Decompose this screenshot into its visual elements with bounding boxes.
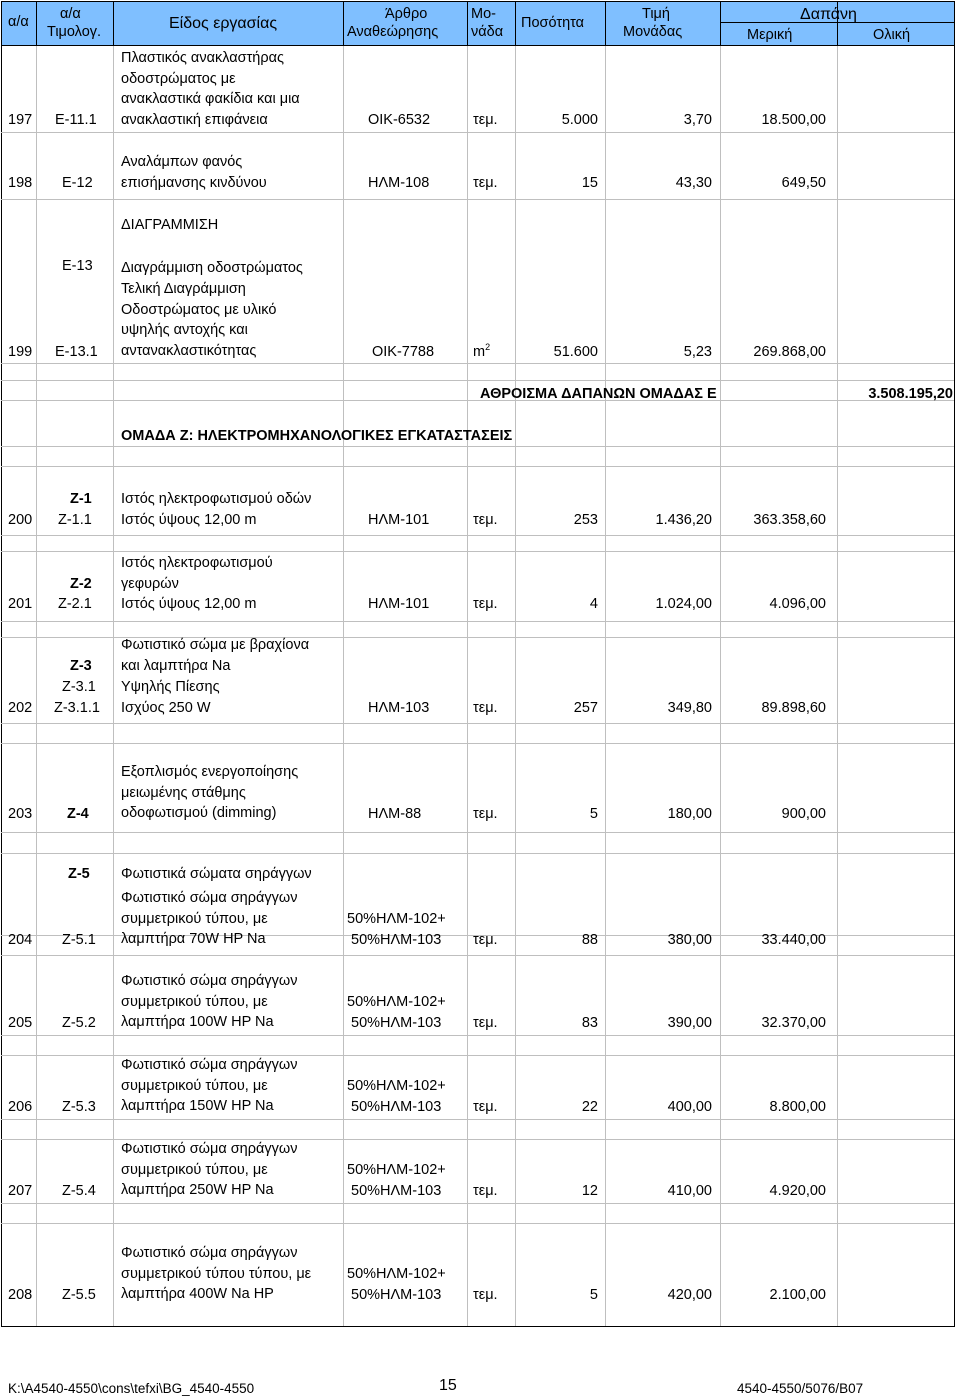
grid-line	[1, 446, 954, 447]
grid-line	[605, 46, 606, 1326]
grid-line	[1, 955, 954, 956]
row-code-group: Ζ-1	[70, 491, 92, 507]
grid-line	[1, 1139, 954, 1140]
row-description: συμμετρικού τύπου, με	[121, 1161, 268, 1178]
row-arthro: 50%ΗΛΜ-103	[351, 1183, 442, 1199]
row-arthro: 50%ΗΛΜ-103	[351, 1287, 442, 1303]
row-unit: τεμ.	[473, 596, 498, 612]
row-group-description: Ιστός ηλεκτροφωτισμού	[121, 555, 273, 571]
border-line	[36, 1, 37, 45]
grid-line	[1, 743, 954, 744]
row-quantity: 5	[589, 1287, 598, 1303]
row-description: μειωμένης στάθμης	[121, 784, 246, 801]
row-partial-cost: 363.358,60	[753, 512, 826, 528]
header-aa: α/α	[8, 14, 29, 30]
row-description: Φωτιστικό σώμα σηράγγων	[121, 890, 298, 906]
row-unit-price: 3,70	[683, 112, 712, 128]
row-aa: 208	[8, 1287, 33, 1303]
row-description: Φωτιστικό σώμα σηράγγων	[121, 1245, 298, 1261]
grid-line	[1, 1055, 954, 1056]
grid-line	[720, 46, 721, 1326]
row-arthro: 50%ΗΛΜ-103	[351, 1099, 442, 1115]
group-sum-label: ΑΘΡΟΙΣΜΑ ΔΑΠΑΝΩΝ ΟΜΑΔΑΣ Ε	[480, 386, 717, 402]
border-line	[954, 1, 955, 1327]
row-description: Αναλάμπων φανός	[121, 154, 243, 170]
row-partial-cost: 32.370,00	[761, 1015, 826, 1031]
row-description: λαμπτήρα 70W HP Na	[121, 931, 266, 947]
grid-line	[1, 380, 954, 381]
row-unit: τεμ.	[473, 1099, 498, 1115]
row-aa: 201	[8, 596, 33, 612]
header-aa-timolog: α/α	[60, 6, 81, 22]
row-aa: 200	[8, 512, 33, 528]
row-description: λαμπτήρα 250W HP Na	[121, 1182, 274, 1198]
row-description: Ιστός ύψους 12,00 m	[121, 512, 257, 528]
row-partial-cost: 2.100,00	[769, 1287, 826, 1303]
grid-line	[343, 46, 344, 1326]
row-code: Ζ-5.2	[62, 1015, 96, 1031]
row-aa: 199	[8, 344, 33, 360]
row-quantity: 5	[589, 806, 598, 822]
grid-line	[837, 46, 838, 1326]
row-quantity: 5.000	[561, 112, 598, 128]
row-partial-cost: 900,00	[781, 806, 826, 822]
row-description: λαμπτήρα 400W Na HP	[121, 1286, 274, 1302]
grid-line	[1, 1119, 954, 1120]
row-unit: τεμ.	[473, 512, 498, 528]
row-description: Ιστός ύψους 12,00 m	[121, 596, 257, 612]
row-unit-price: 420,00	[667, 1287, 712, 1303]
grid-line	[36, 46, 37, 1326]
border-line	[515, 1, 516, 45]
header-dapani: Δαπάνη	[800, 6, 857, 23]
row-unit-price: 390,00	[667, 1015, 712, 1031]
row-aa: 205	[8, 1015, 33, 1031]
row-description: λαμπτήρα 100W HP Na	[121, 1014, 274, 1030]
row-quantity: 51.600	[553, 344, 598, 360]
header-meriki: Μερική	[747, 27, 793, 43]
row-quantity: 257	[573, 700, 598, 716]
row-quantity: 22	[581, 1099, 598, 1115]
grid-line	[113, 46, 114, 1326]
border-line	[343, 1, 344, 45]
row-code-group: Ζ-5	[68, 866, 90, 882]
grid-line	[1, 723, 954, 724]
row-unit: τεμ.	[473, 806, 498, 822]
row-code: Ζ-1.1	[58, 512, 92, 528]
row-partial-cost: 8.800,00	[769, 1099, 826, 1115]
row-unit-price: 380,00	[667, 932, 712, 948]
row-aa: 207	[8, 1183, 33, 1199]
row-code-sub: Ζ-3.1	[62, 679, 96, 695]
row-quantity: 88	[581, 932, 598, 948]
row-partial-cost: 649,50	[781, 175, 826, 191]
row-quantity: 4	[589, 596, 598, 612]
border-line	[113, 1, 114, 45]
row-aa: 206	[8, 1099, 33, 1115]
row-arthro: 50%ΗΛΜ-102+	[347, 1162, 446, 1178]
row-partial-cost: 89.898,60	[761, 700, 826, 716]
row-group-description: Διαγράμμιση οδοστρώματος	[121, 260, 303, 276]
row-description: Φωτιστικό σώμα σηράγγων	[121, 1141, 298, 1157]
row-code: Ζ-3.1.1	[54, 700, 100, 716]
grid-line	[1, 1035, 954, 1036]
header-oliki: Ολική	[873, 27, 911, 43]
row-arthro: 50%ΗΛΜ-102+	[347, 911, 446, 927]
row-arthro: 50%ΗΛΜ-103	[351, 1015, 442, 1031]
row-code: Ζ-4	[67, 806, 89, 822]
row-description: Οδοστρώματος με υλικό	[121, 301, 277, 318]
row-description: Φωτιστικό σώμα σηράγγων	[121, 1057, 298, 1073]
row-unit-price: 180,00	[667, 806, 712, 822]
grid-line	[1, 132, 954, 133]
row-unit: τεμ.	[473, 1183, 498, 1199]
grid-line	[515, 46, 516, 1326]
grid-line	[1, 466, 954, 467]
row-unit: τεμ.	[473, 112, 498, 128]
header-eidos: Είδος εργασίας	[169, 15, 278, 32]
row-unit-price: 1.024,00	[655, 596, 712, 612]
row-partial-cost: 4.920,00	[769, 1183, 826, 1199]
header-timi: Τιμή	[642, 6, 670, 22]
row-arthro: ΗΛΜ-101	[368, 596, 430, 612]
row-description: υψηλής αντοχής και	[121, 322, 248, 338]
row-quantity: 83	[581, 1015, 598, 1031]
row-quantity: 12	[581, 1183, 598, 1199]
row-partial-cost: 4.096,00	[769, 596, 826, 612]
row-arthro: ΗΛΜ-101	[368, 512, 430, 528]
header-posotita: Ποσότητα	[521, 15, 585, 31]
row-aa: 198	[8, 175, 33, 191]
grid-line	[467, 46, 468, 1326]
row-arthro: ΟΙΚ-6532	[368, 112, 431, 128]
row-unit-price: 410,00	[667, 1183, 712, 1199]
grid-line	[1, 1223, 954, 1224]
row-aa: 204	[8, 932, 33, 948]
row-quantity: 253	[573, 512, 598, 528]
row-group-description: Φωτιστικά σώματα σηράγγων	[121, 866, 312, 882]
border-line	[720, 1, 721, 45]
header-monada: Μο-	[471, 6, 496, 22]
row-code: Ε-12	[62, 175, 93, 191]
row-description: συμμετρικού τύπου τύπου, με	[121, 1265, 312, 1282]
row-unit: τεμ.	[473, 700, 498, 716]
row-aa: 202	[8, 700, 33, 716]
row-unit: $m^2$	[473, 342, 491, 360]
grid-line	[1, 363, 954, 364]
grid-line	[1, 853, 954, 854]
row-group-description: Ιστός ηλεκτροφωτισμού οδών	[121, 491, 312, 507]
row-description: Πλαστικός ανακλαστήρας	[121, 50, 284, 66]
grid-line	[1, 832, 954, 833]
header-monada: νάδα	[471, 24, 504, 40]
row-arthro: ΗΛΜ-108	[368, 175, 430, 191]
row-group-description: και λαμπτήρα Na	[121, 658, 231, 674]
group-sum-value: 3.508.195,20	[868, 386, 953, 402]
row-partial-cost: 33.440,00	[761, 932, 826, 948]
row-arthro: ΗΛΜ-103	[368, 700, 430, 716]
row-group-description: γεφυρών	[121, 576, 179, 592]
row-code: Ζ-5.1	[62, 932, 96, 948]
row-code-group: Ε-13	[62, 258, 93, 274]
header-arthro: Αναθεώρησης	[347, 24, 439, 40]
row-code: Ζ-5.5	[62, 1287, 96, 1303]
section-title: ΔΙΑΓΡΑΜΜΙΣΗ	[121, 217, 219, 233]
row-unit-price: 5,23	[683, 344, 712, 360]
grid-line	[1, 551, 954, 552]
row-code-group: Ζ-3	[70, 658, 92, 674]
row-unit-price: 1.436,20	[655, 512, 712, 528]
row-code: Ζ-5.3	[62, 1099, 96, 1115]
border-line	[1, 1, 954, 2]
row-description: οδοφωτισμού (dimming)	[121, 805, 277, 821]
row-description: Ισχύος 250 W	[121, 700, 211, 716]
row-unit: τεμ.	[473, 932, 498, 948]
row-description: συμμετρικού τύπου, με	[121, 993, 268, 1010]
row-arthro: 50%ΗΛΜ-102+	[347, 1266, 446, 1282]
border-line	[467, 1, 468, 45]
row-sub-description: Υψηλής Πίεσης	[121, 679, 220, 695]
row-arthro: 50%ΗΛΜ-102+	[347, 994, 446, 1010]
row-aa: 203	[8, 806, 33, 822]
row-description: επισήμανσης κινδύνου	[121, 174, 267, 191]
grid-line	[1, 535, 954, 536]
row-unit: τεμ.	[473, 175, 498, 191]
row-arthro: 50%ΗΛΜ-103	[351, 932, 442, 948]
border-line	[1, 1326, 954, 1327]
row-partial-cost: 18.500,00	[761, 112, 826, 128]
row-description: αντανακλαστικότητας	[121, 342, 257, 359]
row-description: ανακλαστική επιφάνεια	[121, 111, 268, 128]
row-arthro: ΟΙΚ-7788	[372, 344, 435, 360]
row-arthro: 50%ΗΛΜ-102+	[347, 1078, 446, 1094]
header-arthro: Άρθρο	[385, 6, 428, 22]
row-code: Ζ-5.4	[62, 1183, 96, 1199]
row-unit: τεμ.	[473, 1015, 498, 1031]
row-group-description: Φωτιστικό σώμα με βραχίονα	[121, 637, 310, 653]
row-description: οδοστρώματος με	[121, 70, 236, 87]
footer-document-id: 4540-4550/5076/B07	[737, 1381, 864, 1396]
row-aa: 197	[8, 112, 33, 128]
row-code-group: Ζ-2	[70, 576, 92, 592]
row-partial-cost: 269.868,00	[753, 344, 826, 360]
row-description: Τελική Διαγράμμιση	[121, 281, 246, 297]
row-unit-price: 400,00	[667, 1099, 712, 1115]
grid-line	[1, 621, 954, 622]
row-unit-price: 349,80	[667, 700, 712, 716]
header-timi: Μονάδας	[623, 24, 683, 40]
row-code: Ε-13.1	[55, 344, 98, 360]
row-code: Ε-11.1	[55, 112, 97, 128]
row-code: Ζ-2.1	[58, 596, 92, 612]
row-description: λαμπτήρα 150W HP Na	[121, 1098, 274, 1114]
row-description: συμμετρικού τύπου, με	[121, 910, 268, 927]
grid-line	[1, 1203, 954, 1204]
border-line	[605, 1, 606, 45]
group-title: ΟΜΑΔΑ Ζ: ΗΛΕΚΤΡΟΜΗΧΑΝΟΛΟΓΙΚΕΣ ΕΓΚΑΤΑΣΤΑΣΕΙΣ	[121, 428, 513, 444]
row-unit: τεμ.	[473, 1287, 498, 1303]
row-description: Φωτιστικό σώμα σηράγγων	[121, 973, 298, 989]
footer-file-path: K:\A4540-4550\cons\tefxi\BG_4540-4550	[8, 1381, 255, 1396]
footer-page-number: 15	[439, 1377, 457, 1394]
row-arthro: ΗΛΜ-88	[368, 806, 422, 822]
row-quantity: 15	[581, 175, 598, 191]
row-unit-price: 43,30	[675, 175, 712, 191]
row-description: συμμετρικού τύπου, με	[121, 1077, 268, 1094]
row-description: ανακλαστικά φακίδια και μια	[121, 91, 300, 107]
row-description: Εξοπλισμός ενεργοποίησης	[121, 764, 299, 780]
header-aa-timolog: Τιμολογ.	[47, 24, 102, 40]
border-line	[1, 45, 954, 46]
grid-line	[1, 199, 954, 200]
grid-line	[1, 400, 954, 401]
